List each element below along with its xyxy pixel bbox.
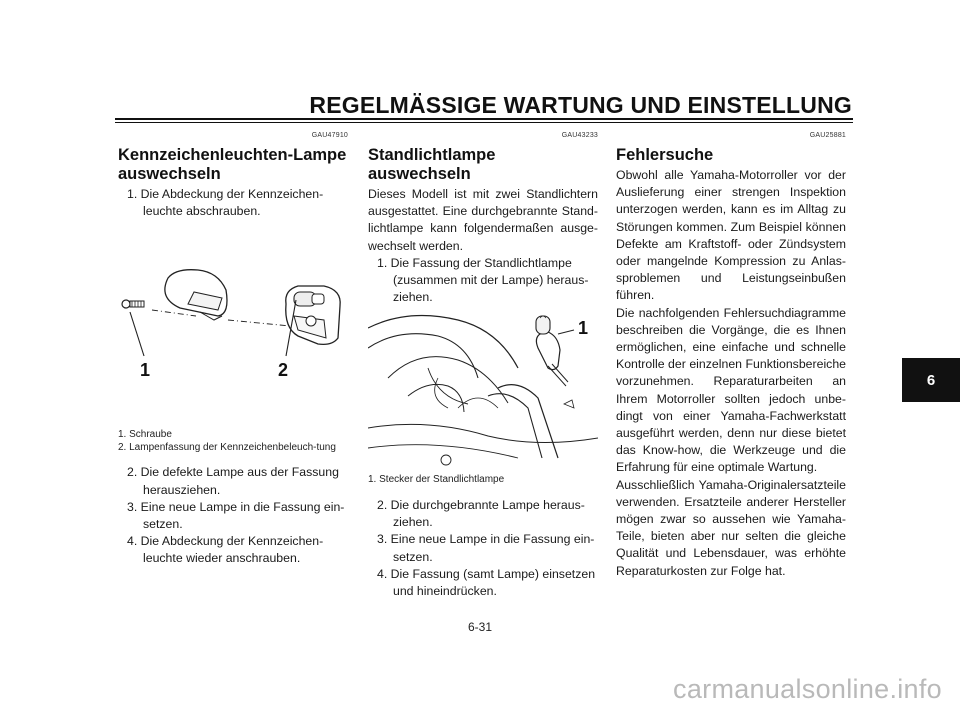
intro-paragraph: Dieses Modell ist mit zwei Standlichtern ausgestattet. Eine durchgebrannte Stand-lichtlampe kann folgendermaßen ausge-wechselt werden. [368, 187, 598, 253]
screw-icon [122, 300, 144, 308]
step-item: 3. Eine neue Lampe in die Fassung ein-setzen. [127, 499, 345, 532]
body-paragraph: Die nachfolgenden Fehlersuchdiagramme beschreiben die Vorgänge, die es Ihnen ermöglichen, eine einfache und schnelle Kontrolle der einzelnen Funktionsbereiche vorzunehmen. Reparaturarbeiten an Ihrem Motorroller sollten jedoch unbe-dingt von einer Yamaha-Fachwerkstatt ausgeführt werden, denn nur diese bietet das Know-how, die Werkzeuge und die Erfahrung für eine optimale Wartung. [616, 305, 846, 475]
section-code: GAU25881 [809, 132, 846, 139]
step-item: 1. Die Abdeckung der Kennzeichen-leuchte abschrauben. [127, 187, 324, 219]
caption-item: 2. Lampenfassung der Kennzeichenbeleuch-tung [118, 441, 336, 453]
license-plate-lamp-figure [118, 220, 348, 385]
section-title: Kennzeichenleuchten-Lampe auswechseln [118, 146, 347, 183]
caption-item: 1. Stecker der Standlichtlampe [368, 474, 505, 486]
figure-caption [368, 474, 598, 487]
step-item: 3. Eine neue Lampe in die Fassung ein-setzen. [377, 532, 595, 564]
section-title: Standlichtlampe auswechseln [368, 146, 496, 183]
step-item: 1. Die Fassung der Standlichtlampe (zusammen mit der Lampe) heraus-ziehen. [377, 255, 589, 305]
watermark: carmanualsonline.info [673, 674, 942, 704]
column-troubleshooting [616, 132, 846, 580]
figure-caption [118, 429, 348, 454]
column-license-plate-lamp [118, 132, 348, 568]
section-code: GAU43233 [561, 132, 598, 139]
steps-list-b [118, 464, 348, 567]
callout-label: 2 [278, 360, 289, 381]
caption-item: 1. Schraube [118, 429, 172, 441]
header-rule [115, 118, 853, 120]
header-rule-thin [115, 122, 853, 123]
step-item: 2. Die defekte Lampe aus der Fassung herausziehen. [127, 465, 339, 497]
callout-label: 1 [140, 360, 151, 381]
body-paragraph: Obwohl alle Yamaha-Motorroller vor der Auslieferung einer strengen Inspektion unterzogen werden, kann es im Alltag zu Störungen kommen. Zum Beispiel können Defekte am Kraftstoff- oder Zündsystem oder mangelnde Kompression zu Anlas-sproblemen und Leistungseinbußen führen. [616, 168, 846, 303]
step-item: 4. Die Abdeckung der Kennzeichen-leuchte wieder anschrauben. [127, 534, 324, 566]
section-title: Fehlersuche [616, 146, 714, 164]
step-item: 4. Die Fassung (samt Lampe) einsetzen und hineindrücken. [377, 566, 596, 598]
parking-lamp-illustration [368, 308, 598, 468]
license-plate-lamp-illustration [118, 220, 348, 385]
chapter-tab: 6 [902, 358, 960, 402]
column-parking-lamp [368, 132, 598, 600]
body-paragraph: Ausschließlich Yamaha-Originalersatzteile verwenden. Ersatzteile anderer Hersteller mögen zwar so aussehen wie Yamaha-Teile, bieten aber nur selten die gleiche Qualität und Lebensdauer, was erhöhte Reparaturkosten zur Folge hat. [616, 477, 846, 578]
steps-list-a [368, 255, 598, 307]
callout-label: 1 [578, 318, 589, 339]
step-item: 2. Die durchgebrannte Lampe heraus-ziehen. [377, 497, 585, 530]
parking-lamp-figure [368, 308, 598, 468]
section-code: GAU47910 [311, 132, 348, 139]
page-header-title: REGELMÄSSIGE WARTUNG UND EINSTELLUNG [309, 92, 852, 118]
steps-list-b [368, 497, 598, 600]
page-number: 6-31 [467, 620, 493, 634]
steps-list-a [118, 186, 348, 220]
